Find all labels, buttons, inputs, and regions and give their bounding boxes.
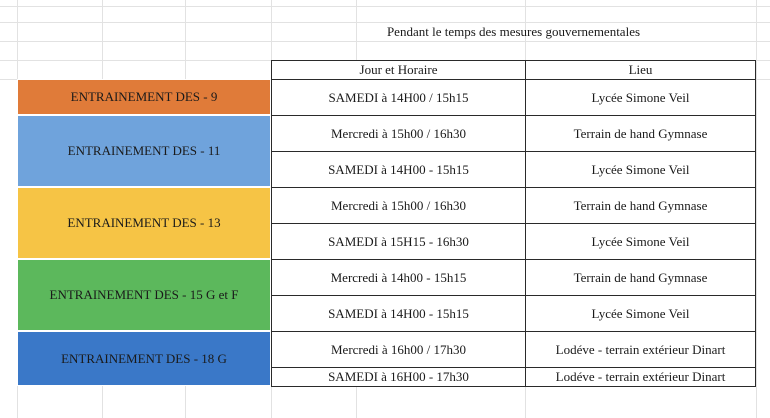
header-location[interactable]: Lieu xyxy=(525,60,756,80)
category-cell[interactable]: ENTRAINEMENT DES - 18 G xyxy=(17,331,271,386)
location-cell[interactable]: Terrain de hand Gymnase xyxy=(525,115,756,152)
category-cell[interactable]: ENTRAINEMENT DES - 15 G et F xyxy=(17,259,271,331)
location-cell[interactable]: Terrain de hand Gymnase xyxy=(525,187,756,224)
gridline-horizontal xyxy=(0,41,770,42)
schedule-cell[interactable]: SAMEDI à 14H00 / 15h15 xyxy=(271,79,526,116)
header-schedule[interactable]: Jour et Horaire xyxy=(271,60,526,80)
category-cell[interactable]: ENTRAINEMENT DES - 9 xyxy=(17,79,271,115)
table-title[interactable]: Pendant le temps des mesures gouvernementales xyxy=(386,23,641,39)
location-cell[interactable]: Lycée Simone Veil xyxy=(525,295,756,332)
location-cell[interactable]: Lodéve - terrain extérieur Dinart xyxy=(525,331,756,368)
gridline-vertical xyxy=(756,0,757,418)
schedule-cell[interactable]: SAMEDI à 14H00 - 15h15 xyxy=(271,151,526,188)
schedule-cell[interactable]: Mercredi à 14h00 - 15h15 xyxy=(271,259,526,296)
gridline-horizontal xyxy=(0,6,770,7)
schedule-cell[interactable]: Mercredi à 15h00 / 16h30 xyxy=(271,115,526,152)
location-cell[interactable]: Lycée Simone Veil xyxy=(525,79,756,116)
schedule-cell[interactable]: Mercredi à 15h00 / 16h30 xyxy=(271,187,526,224)
schedule-cell[interactable]: SAMEDI à 16H00 - 17h30 xyxy=(271,367,526,387)
schedule-cell[interactable]: SAMEDI à 15H15 - 16h30 xyxy=(271,223,526,260)
schedule-cell[interactable]: SAMEDI à 14H00 - 15h15 xyxy=(271,295,526,332)
location-cell[interactable]: Lycée Simone Veil xyxy=(525,151,756,188)
location-cell[interactable]: Lodéve - terrain extérieur Dinart xyxy=(525,367,756,387)
location-cell[interactable]: Lycée Simone Veil xyxy=(525,223,756,260)
category-cell[interactable]: ENTRAINEMENT DES - 11 xyxy=(17,115,271,187)
schedule-cell[interactable]: Mercredi à 16h00 / 17h30 xyxy=(271,331,526,368)
category-cell[interactable]: ENTRAINEMENT DES - 13 xyxy=(17,187,271,259)
location-cell[interactable]: Terrain de hand Gymnase xyxy=(525,259,756,296)
